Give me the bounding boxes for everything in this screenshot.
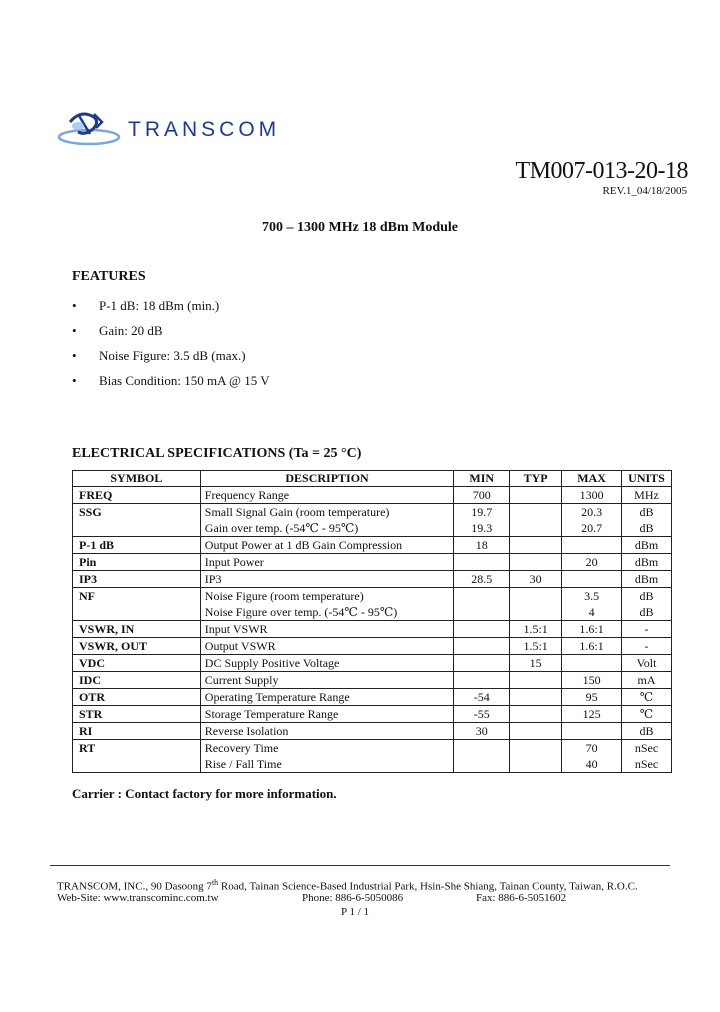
cell-description: Rise / Fall Time (200, 756, 454, 773)
cell-typ: 1.5:1 (510, 621, 562, 638)
cell-description: Gain over temp. (-54℃ - 95℃) (200, 520, 454, 537)
footer-phone: Phone: 886-6-5050086 (302, 892, 404, 904)
table-row (73, 520, 672, 537)
table-row (73, 554, 672, 571)
cell-max: 70 (562, 740, 622, 757)
cell-min (454, 638, 510, 655)
cell-description: Input VSWR (200, 621, 454, 638)
cell-symbol: IP3 (73, 571, 201, 588)
specs-heading: ELECTRICAL SPECIFICATIONS (Ta = 25 °C) (72, 446, 362, 461)
cell-max: 95 (562, 689, 622, 706)
feature-text: Bias Condition: 150 mA @ 15 V (99, 373, 270, 388)
table-row (73, 655, 672, 672)
table-row (73, 706, 672, 723)
cell-typ (510, 756, 562, 773)
part-number: TM007-013-20-18 (515, 158, 688, 184)
features-heading: FEATURES (72, 269, 146, 284)
cell-typ: 1.5:1 (510, 638, 562, 655)
cell-symbol: OTR (73, 689, 201, 706)
brand-name: TRANSCOM (128, 118, 281, 141)
col-header-symbol: SYMBOL (73, 471, 201, 487)
revision: REV.1_04/18/2005 (602, 185, 687, 197)
cell-units: ℃ (622, 689, 672, 706)
cell-symbol (73, 756, 201, 773)
cell-description: Output Power at 1 dB Gain Compression (200, 537, 454, 554)
cell-units: dBm (622, 554, 672, 571)
cell-symbol: VSWR, IN (73, 621, 201, 638)
cell-typ (510, 740, 562, 757)
cell-typ (510, 537, 562, 554)
cell-symbol: P-1 dB (73, 537, 201, 554)
feature-item (72, 373, 270, 389)
cell-units: dB (622, 520, 672, 537)
cell-min: 18 (454, 537, 510, 554)
col-header-units: UNITS (622, 471, 672, 487)
cell-min (454, 655, 510, 672)
spec-table (72, 470, 672, 773)
table-row (73, 604, 672, 621)
bullet: • (72, 348, 77, 363)
cell-typ (510, 706, 562, 723)
document-title: 700 – 1300 MHz 18 dBm Module (262, 220, 458, 235)
table-row (73, 672, 672, 689)
cell-symbol: RT (73, 740, 201, 757)
cell-typ (510, 672, 562, 689)
footer-address (57, 878, 638, 893)
cell-units: - (622, 621, 672, 638)
cell-min (454, 756, 510, 773)
cell-units: dB (622, 604, 672, 621)
feature-item (72, 348, 246, 364)
feature-item (72, 323, 163, 339)
cell-description: Small Signal Gain (room temperature) (200, 504, 454, 521)
cell-units: MHz (622, 487, 672, 504)
cell-max: 4 (562, 604, 622, 621)
feature-text: P-1 dB: 18 dBm (min.) (99, 298, 220, 313)
cell-description: Current Supply (200, 672, 454, 689)
cell-min (454, 672, 510, 689)
cell-typ (510, 487, 562, 504)
cell-min: 700 (454, 487, 510, 504)
cell-units: dB (622, 723, 672, 740)
col-header-typ: TYP (510, 471, 562, 487)
cell-symbol (73, 604, 201, 621)
table-row (73, 638, 672, 655)
cell-max (562, 537, 622, 554)
table-row (73, 588, 672, 605)
table-row (73, 756, 672, 773)
cell-typ (510, 554, 562, 571)
cell-min (454, 740, 510, 757)
cell-typ: 30 (510, 571, 562, 588)
cell-symbol: NF (73, 588, 201, 605)
cell-max: 20.7 (562, 520, 622, 537)
cell-min: 28.5 (454, 571, 510, 588)
feature-item (72, 298, 219, 314)
cell-units: dBm (622, 537, 672, 554)
bullet: • (72, 323, 77, 338)
cell-symbol (73, 520, 201, 537)
cell-description: Input Power (200, 554, 454, 571)
cell-max: 3.5 (562, 588, 622, 605)
col-header-description: DESCRIPTION (200, 471, 454, 487)
table-header-row (73, 471, 672, 487)
cell-symbol: STR (73, 706, 201, 723)
cell-description: Noise Figure over temp. (-54℃ - 95℃) (200, 604, 454, 621)
cell-max: 1300 (562, 487, 622, 504)
cell-description: Recovery Time (200, 740, 454, 757)
footer-address-sup: th (211, 878, 219, 887)
cell-symbol: Pin (73, 554, 201, 571)
cell-max: 40 (562, 756, 622, 773)
cell-description: Reverse Isolation (200, 723, 454, 740)
cell-units: mA (622, 672, 672, 689)
cell-units: nSec (622, 740, 672, 757)
cell-min: 30 (454, 723, 510, 740)
cell-max: 1.6:1 (562, 638, 622, 655)
cell-typ (510, 604, 562, 621)
cell-description: Frequency Range (200, 487, 454, 504)
table-row (73, 689, 672, 706)
cell-typ (510, 588, 562, 605)
table-row (73, 723, 672, 740)
cell-description: Output VSWR (200, 638, 454, 655)
bullet: • (72, 373, 77, 388)
page-number: P 1 / 1 (341, 906, 370, 918)
footer-fax: Fax: 886-6-5051602 (476, 892, 567, 904)
cell-typ (510, 504, 562, 521)
col-header-max: MAX (562, 471, 622, 487)
cell-units: dBm (622, 571, 672, 588)
table-row (73, 571, 672, 588)
footer-address-start: TRANSCOM, INC., 90 Dasoong 7 (57, 880, 212, 893)
cell-units: nSec (622, 756, 672, 773)
cell-max: 125 (562, 706, 622, 723)
cell-typ: 15 (510, 655, 562, 672)
cell-max (562, 655, 622, 672)
cell-max: 1.6:1 (562, 621, 622, 638)
cell-min (454, 588, 510, 605)
cell-description: Storage Temperature Range (200, 706, 454, 723)
cell-typ (510, 689, 562, 706)
cell-max (562, 723, 622, 740)
cell-symbol: FREQ (73, 487, 201, 504)
carrier-note: Carrier : Contact factory for more information. (72, 786, 337, 801)
table-row (73, 740, 672, 757)
cell-description: IP3 (200, 571, 454, 588)
cell-max: 20 (562, 554, 622, 571)
cell-max (562, 571, 622, 588)
table-row (73, 504, 672, 521)
feature-text: Gain: 20 dB (99, 323, 163, 338)
cell-symbol: IDC (73, 672, 201, 689)
table-row (73, 537, 672, 554)
cell-units: ℃ (622, 706, 672, 723)
cell-max: 150 (562, 672, 622, 689)
cell-min (454, 554, 510, 571)
cell-min: 19.3 (454, 520, 510, 537)
cell-max: 20.3 (562, 504, 622, 521)
cell-min: -54 (454, 689, 510, 706)
cell-min (454, 604, 510, 621)
feature-text: Noise Figure: 3.5 dB (max.) (99, 348, 246, 363)
cell-symbol: VDC (73, 655, 201, 672)
cell-typ (510, 520, 562, 537)
col-header-min: MIN (454, 471, 510, 487)
table-row (73, 621, 672, 638)
cell-description: DC Supply Positive Voltage (200, 655, 454, 672)
cell-symbol: SSG (73, 504, 201, 521)
footer-website: Web-Site: www.transcominc.com.tw (57, 892, 219, 904)
footer-address-end: Road, Tainan Science-Based Industrial Park, Hsin-She Shiang, Tainan County, Taiwan, R.O.C. (218, 880, 638, 893)
cell-min: -55 (454, 706, 510, 723)
bullet: • (72, 298, 77, 313)
table-row (73, 487, 672, 504)
cell-units: - (622, 638, 672, 655)
cell-typ (510, 723, 562, 740)
cell-symbol: RI (73, 723, 201, 740)
cell-description: Operating Temperature Range (200, 689, 454, 706)
cell-symbol: VSWR, OUT (73, 638, 201, 655)
cell-units: dB (622, 504, 672, 521)
cell-units: dB (622, 588, 672, 605)
cell-min: 19.7 (454, 504, 510, 521)
cell-description: Noise Figure (room temperature) (200, 588, 454, 605)
footer-divider (50, 865, 670, 866)
cell-units: Volt (622, 655, 672, 672)
cell-min (454, 621, 510, 638)
